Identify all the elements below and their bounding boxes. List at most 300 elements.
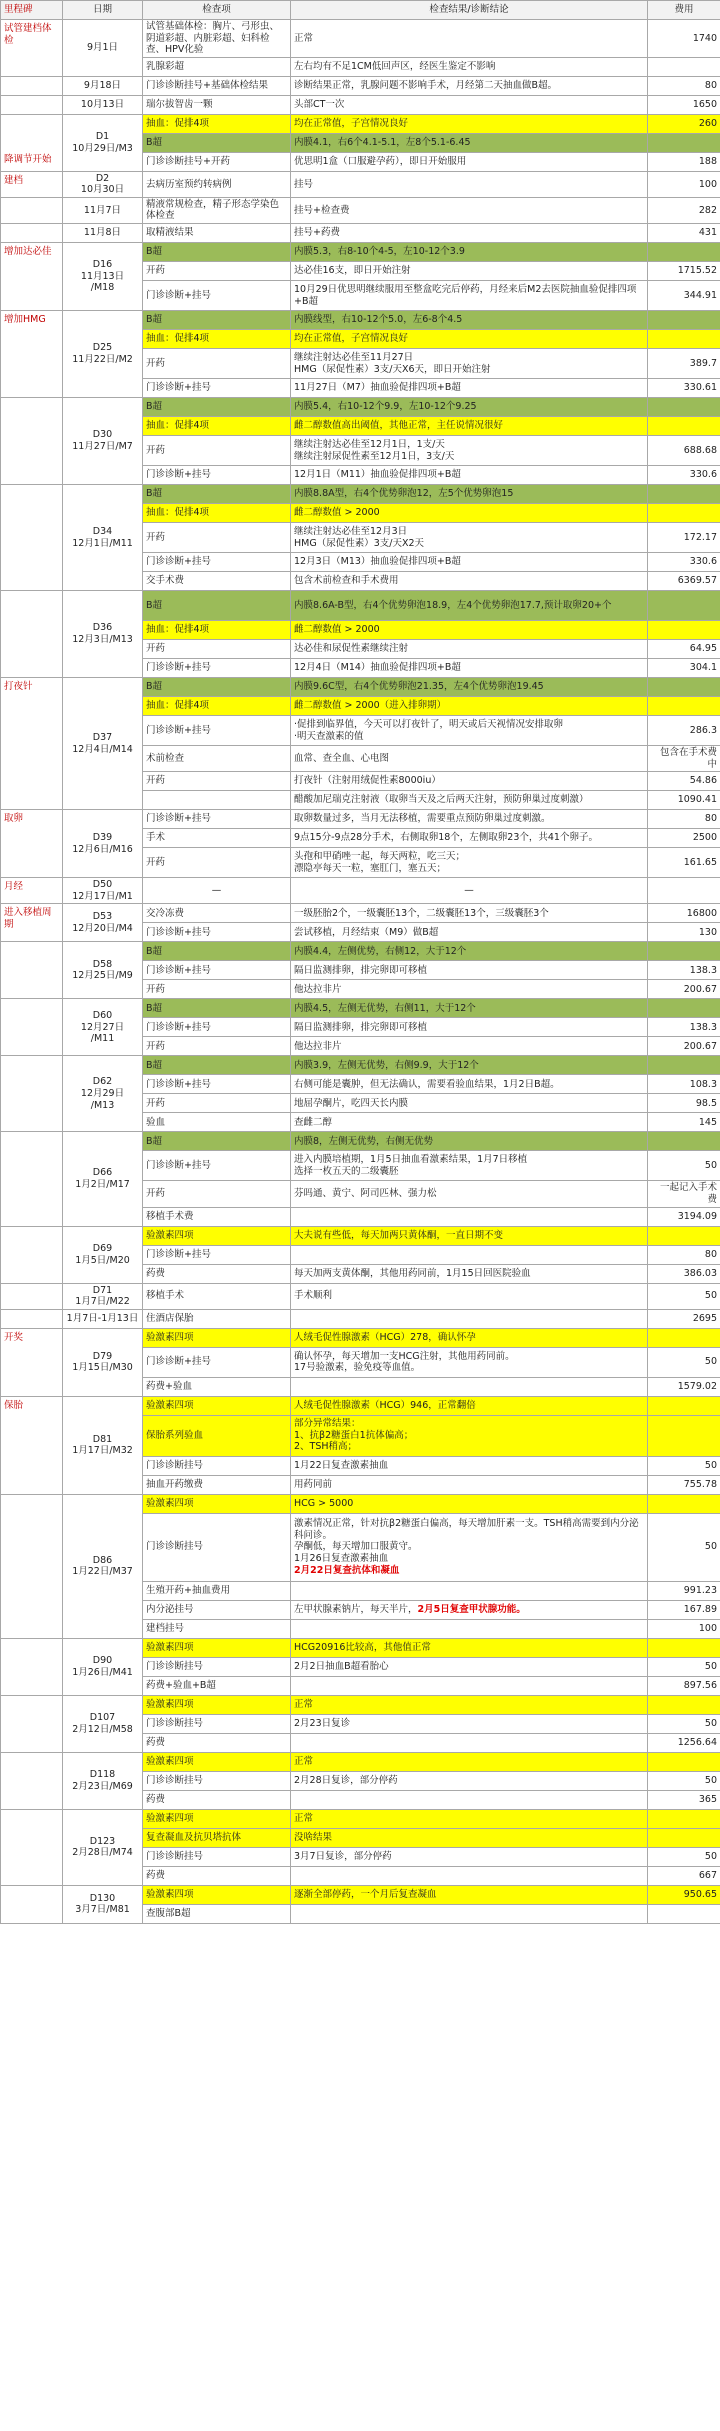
result-cell (291, 1396, 648, 1415)
item-cell: 生殖开药+抽血费用 (143, 1581, 291, 1600)
result-text: — (464, 884, 474, 896)
fee-cell (648, 1056, 720, 1075)
result-cell (291, 1245, 648, 1264)
fee-cell: 161.65 (648, 848, 720, 878)
result-cell (291, 57, 648, 76)
result-text: 继续注射达必佳至12月1日，1支/天 继续注射尿促性素至12月1日，3支/天 (294, 438, 455, 462)
result-cell (291, 95, 648, 114)
item-cell: B超 (143, 133, 291, 152)
result-text: 查雌二醇 (294, 1116, 333, 1128)
fee-cell: 3194.09 (648, 1207, 720, 1226)
fee-cell (648, 621, 720, 640)
fee-cell (648, 1132, 720, 1151)
header-row (1, 1, 720, 20)
table-row (1, 398, 720, 417)
result-cell (291, 1207, 648, 1226)
table-row (1, 114, 720, 133)
item-cell: B超 (143, 243, 291, 262)
fee-cell (648, 1226, 720, 1245)
fee-cell: 991.23 (648, 1581, 720, 1600)
result-text: 2月2日抽血B超看胎心 (294, 1660, 389, 1672)
result-cell (291, 1475, 648, 1494)
fee-cell (648, 878, 720, 904)
result-cell (291, 553, 648, 572)
item-cell: 保胎系列验血 (143, 1415, 291, 1456)
result-text: 地屈孕酮片，吃四天长内膜 (294, 1097, 409, 1109)
result-cell (291, 1347, 648, 1377)
fee-cell: 100 (648, 171, 720, 197)
table-row (1, 1132, 720, 1151)
result-cell (291, 1415, 648, 1456)
table-row (1, 1309, 720, 1328)
result-text: 正常 (294, 1755, 314, 1767)
result-cell (291, 1513, 648, 1581)
fee-cell: 1740 (648, 20, 720, 58)
result-text: 雌二醇数值 > 2000 (294, 624, 380, 636)
result-text: 9点15分-9点28分手术，右侧取卵18个，左侧取卵23个，共41个卵子。 (294, 832, 598, 844)
result-cell (291, 772, 648, 791)
result-text: 诊断结果正常，乳腺问题不影响手术，月经第二天抽血做B超。 (294, 79, 558, 91)
item-cell: B超 (143, 678, 291, 697)
item-cell: 药费 (143, 1264, 291, 1283)
item-cell: 复查凝血及抗贝塔抗体 (143, 1828, 291, 1847)
result-cell (291, 678, 648, 697)
milestone-cell: 开奖 (1, 1328, 63, 1396)
result-text: 隔日监测排卵，排完卵即可移植 (294, 1021, 428, 1033)
fee-cell: 50 (648, 1847, 720, 1866)
item-cell: 取精液结果 (143, 224, 291, 243)
table-row (1, 810, 720, 829)
milestone-cell (1, 95, 63, 114)
result-text: 用药同前 (294, 1478, 333, 1490)
fee-cell: 330.6 (648, 466, 720, 485)
item-cell: 门诊诊断+挂号 (143, 281, 291, 311)
result-text: 10月29日优思明继续服用至整盒吃完后停药，月经来后M2去医院抽血验促排四项+B超 (294, 283, 637, 307)
result-text: 均在正常值，子宫情况良好 (294, 333, 409, 345)
fee-cell: 1579.02 (648, 1377, 720, 1396)
fee-cell: 2695 (648, 1309, 720, 1328)
table-row (1, 999, 720, 1018)
result-cell (291, 716, 648, 746)
fee-cell (648, 504, 720, 523)
table-row (1, 224, 720, 243)
result-cell (291, 1377, 648, 1396)
fee-cell: 50 (648, 1771, 720, 1790)
item-cell: 门诊诊断+挂号 (143, 1075, 291, 1094)
result-text: 12月1日（M11）抽血验促排四项+B超 (294, 469, 461, 481)
item-cell: 门诊诊断挂号+基础体检结果 (143, 76, 291, 95)
item-cell: 抽血：促排4项 (143, 621, 291, 640)
fee-cell: 365 (648, 1790, 720, 1809)
item-cell: 药费+验血+B超 (143, 1676, 291, 1695)
fee-cell: 108.3 (648, 1075, 720, 1094)
milestone-cell (1, 942, 63, 999)
fee-cell (648, 330, 720, 349)
milestone-cell (1, 224, 63, 243)
date-cell: D58 12月25日/M9 (63, 942, 143, 999)
result-cell (291, 1771, 648, 1790)
result-cell (291, 1752, 648, 1771)
result-cell (291, 659, 648, 678)
result-cell (291, 197, 648, 223)
date-cell: D130 3月7日/M81 (63, 1885, 143, 1923)
fee-cell: 688.68 (648, 436, 720, 466)
fee-cell: 755.78 (648, 1475, 720, 1494)
result-text: 继续注射达必佳至11月27日 HMG（尿促性素）3支/天X6天，即日开始注射 (294, 351, 491, 375)
item-cell: 抽血：促排4项 (143, 504, 291, 523)
result-cell (291, 436, 648, 466)
result-text: 确认怀孕，每天增加一支HCG注射，其他用药同前。 17号验激素，验免疫等血值。 (294, 1350, 515, 1374)
result-cell (291, 1056, 648, 1075)
fee-cell: 130 (648, 923, 720, 942)
result-cell (291, 923, 648, 942)
date-cell: D81 1月17日/M32 (63, 1396, 143, 1494)
table-row (1, 1638, 720, 1657)
result-cell (291, 281, 648, 311)
table-row (1, 1396, 720, 1415)
result-text: 内膜8，左侧无优势，右侧无优势 (294, 1135, 434, 1147)
item-cell: 开药 (143, 848, 291, 878)
result-text: 右侧可能是囊肿，但无法确认，需要看验血结果，1月2日B超。 (294, 1078, 560, 1090)
result-cell (291, 76, 648, 95)
header-milestone: 里程碑 (1, 1, 63, 20)
result-text: 雌二醇数值 > 2000 (294, 507, 380, 519)
result-text: 内膜4.4，左侧优势，右侧12，大于12个 (294, 945, 467, 957)
table-row (1, 76, 720, 95)
result-text: 达必佳和尿促性素继续注射 (294, 643, 409, 655)
result-cell (291, 848, 648, 878)
milestone-cell: 试管建档体检 (1, 20, 63, 77)
milestone-cell (1, 1638, 63, 1695)
item-cell: 开药 (143, 640, 291, 659)
result-cell (291, 330, 648, 349)
fee-cell: 897.56 (648, 1676, 720, 1695)
item-cell: 门诊诊断+挂号 (143, 961, 291, 980)
result-text: 2月23日复诊 (294, 1717, 351, 1729)
result-cell (291, 942, 648, 961)
item-cell: 抽血：促排4项 (143, 114, 291, 133)
table-row (1, 1226, 720, 1245)
milestone-cell: 增加HMG (1, 311, 63, 398)
result-cell (291, 1847, 648, 1866)
fee-cell: 1090.41 (648, 791, 720, 810)
table-row (1, 1752, 720, 1771)
date-cell: D71 1月7日/M22 (63, 1283, 143, 1309)
fee-cell (648, 1695, 720, 1714)
milestone-cell: 月经 (1, 878, 63, 904)
fee-cell (648, 311, 720, 330)
milestone-cell (1, 485, 63, 591)
item-cell: 开药 (143, 1094, 291, 1113)
milestone-cell (1, 1752, 63, 1809)
result-cell (291, 1828, 648, 1847)
date-cell: D50 12月17日/M1 (63, 878, 143, 904)
item-cell: 手术 (143, 829, 291, 848)
result-text: 他达拉非片 (294, 983, 342, 995)
date-cell: D79 1月15日/M30 (63, 1328, 143, 1396)
table-row (1, 485, 720, 504)
date-cell: D36 12月3日/M13 (63, 591, 143, 678)
date-cell: D107 2月12日/M58 (63, 1695, 143, 1752)
result-text: 他达拉非片 (294, 1040, 342, 1052)
date-cell: D123 2月28日/M74 (63, 1809, 143, 1885)
date-cell: D66 1月2日/M17 (63, 1132, 143, 1226)
result-cell (291, 1733, 648, 1752)
result-text: 雌二醇数值高出阈值，其他正常，主任说情况很好 (294, 420, 504, 432)
table-row (1, 878, 720, 904)
item-cell: 药费 (143, 1733, 291, 1752)
fee-cell (648, 678, 720, 697)
item-cell: 抽血：促排4项 (143, 330, 291, 349)
item-cell: B超 (143, 999, 291, 1018)
fee-cell (648, 1494, 720, 1513)
result-text: 尝试移植，月经结束（M9）做B超 (294, 926, 439, 938)
date-cell: D118 2月23日/M69 (63, 1752, 143, 1809)
fee-cell: 145 (648, 1113, 720, 1132)
table-row (1, 1695, 720, 1714)
result-text: 1月22日复查激素抽血 (294, 1459, 389, 1471)
result-text: 雌二醇数值 > 2000（进入排卵期） (294, 700, 447, 712)
milestone-cell (1, 114, 63, 171)
table-body (1, 20, 720, 1924)
result-cell (291, 1600, 648, 1619)
fee-cell: 1256.64 (648, 1733, 720, 1752)
result-cell (291, 1264, 648, 1283)
result-text: ·促排到临界值，今天可以打夜针了，明天或后天视情况安排取卵 ·明天查激素的值 (294, 718, 564, 742)
result-cell (291, 466, 648, 485)
result-cell (291, 1657, 648, 1676)
milestone-cell: 打夜针 (1, 678, 63, 810)
item-cell: 瑞尔拔智齿一颗 (143, 95, 291, 114)
result-cell (291, 1037, 648, 1056)
result-text: 12月3日（M13）抽血验促排四项+B超 (294, 556, 461, 568)
table-row (1, 1056, 720, 1075)
result-text: 头孢和甲硝唑一起，每天两粒，吃三天； 漂隐亭每天一粒，塞肛门，塞五天； (294, 851, 466, 874)
result-text: 打夜针（注射用绒促性素8000iu） (294, 775, 441, 787)
result-text: 内膜5.4，右10-12个9.9，左10-12个9.25 (294, 401, 477, 413)
table-row (1, 1885, 720, 1904)
result-cell (291, 791, 648, 810)
milestone-cell (1, 1309, 63, 1328)
item-cell: 门诊诊断+挂号 (143, 1018, 291, 1037)
date-cell: 9月1日 (63, 20, 143, 77)
result-text: 内膜4.1，右6个4.1-5.1，左8个5.1-6.45 (294, 136, 471, 148)
fee-cell: 50 (648, 1456, 720, 1475)
item-cell: 住酒店保胎 (143, 1309, 291, 1328)
result-cell (291, 621, 648, 640)
fee-cell: 80 (648, 1245, 720, 1264)
fee-cell: 98.5 (648, 1094, 720, 1113)
fee-cell: 54.86 (648, 772, 720, 791)
result-text: 人绒毛促性腺激素（HCG）946，正常翻倍 (294, 1399, 476, 1411)
header-item: 检查项 (143, 1, 291, 20)
fee-cell: 50 (648, 1657, 720, 1676)
result-cell (291, 1226, 648, 1245)
date-cell: 10月13日 (63, 95, 143, 114)
item-cell: 内分泌挂号 (143, 1600, 291, 1619)
fee-cell: 304.1 (648, 659, 720, 678)
result-cell (291, 171, 648, 197)
table-row (1, 1494, 720, 1513)
result-text: 头部CT一次 (294, 98, 345, 110)
date-cell: 1月7日-1月13日 (63, 1309, 143, 1328)
result-text: 血常、查全血、心电图 (294, 752, 390, 764)
milestone-cell (1, 76, 63, 95)
item-cell: 移植手术费 (143, 1207, 291, 1226)
result-cell (291, 349, 648, 379)
fee-cell: 包含在手术费中 (648, 746, 720, 772)
result-text: 每天加两支黄体酮，其他用药同前，1月15日回医院验血 (294, 1267, 531, 1279)
fee-cell: 286.3 (648, 716, 720, 746)
result-cell (291, 398, 648, 417)
result-cell (291, 961, 648, 980)
result-text: 内膜8.6A-B型，右4个优势卵泡18.9，左4个优势卵泡17.7,预计取卵20+个 (294, 599, 612, 611)
fee-cell: 1650 (648, 95, 720, 114)
item-cell (143, 791, 291, 810)
item-cell: 门诊诊断挂号 (143, 1657, 291, 1676)
result-cell (291, 20, 648, 58)
item-cell: 门诊诊断+挂号 (143, 923, 291, 942)
date-cell: D86 1月22日/M37 (63, 1494, 143, 1638)
result-text: 包含术前检查和手术费用 (294, 575, 399, 587)
date-cell: 11月8日 (63, 224, 143, 243)
item-cell: 抽血：促排4项 (143, 697, 291, 716)
result-cell (291, 1151, 648, 1181)
milestone-marker: 降调节开始 (4, 153, 52, 165)
item-cell: 门诊诊断挂号 (143, 1714, 291, 1733)
result-text: 挂号 (294, 178, 314, 190)
item-cell: 开药 (143, 523, 291, 553)
result-text: 达必佳16支，即日开始注射 (294, 265, 411, 277)
item-cell: 抽血：促排4项 (143, 417, 291, 436)
fee-cell: 一起记入手术费 (648, 1181, 720, 1207)
table-row (1, 20, 720, 58)
fee-cell: 50 (648, 1513, 720, 1581)
milestone-cell (1, 1132, 63, 1226)
result-cell (291, 1456, 648, 1475)
result-cell (291, 1181, 648, 1207)
item-cell: 验血 (143, 1113, 291, 1132)
result-text: 正常 (294, 1698, 314, 1710)
result-cell (291, 999, 648, 1018)
item-cell: 门诊诊断挂号 (143, 1847, 291, 1866)
item-cell: 门诊诊断+挂号 (143, 810, 291, 829)
result-text: 取卵数量过多，当月无法移植，需要重点预防卵巢过度刺激。 (294, 813, 551, 825)
result-cell (291, 1866, 648, 1885)
fee-cell (648, 942, 720, 961)
fee-cell (648, 133, 720, 152)
fee-cell: 344.91 (648, 281, 720, 311)
item-cell: 药费 (143, 1790, 291, 1809)
header-date: 日期 (63, 1, 143, 20)
result-cell (291, 262, 648, 281)
fee-cell: 282 (648, 197, 720, 223)
date-cell: D37 12月4日/M14 (63, 678, 143, 810)
result-text: 左右均有不足1CM低回声区，经医生鉴定不影响 (294, 60, 496, 72)
result-cell (291, 523, 648, 553)
table-row (1, 1283, 720, 1309)
item-cell: 验激素四项 (143, 1638, 291, 1657)
result-cell (291, 1809, 648, 1828)
table-row (1, 1809, 720, 1828)
date-cell: D39 12月6日/M16 (63, 810, 143, 878)
date-cell: D69 1月5日/M20 (63, 1226, 143, 1283)
table-row (1, 678, 720, 697)
result-warning: 2月22日复查抗体和凝血 (294, 1564, 400, 1576)
milestone-cell: 取卵 (1, 810, 63, 878)
date-cell: D25 11月22日/M2 (63, 311, 143, 398)
item-cell: 开药 (143, 1037, 291, 1056)
result-text: HCG20916比较高，其他值正常 (294, 1641, 431, 1653)
fee-cell (648, 591, 720, 621)
fee-cell: 138.3 (648, 961, 720, 980)
item-cell: B超 (143, 398, 291, 417)
item-cell: 验激素四项 (143, 1328, 291, 1347)
result-cell (291, 417, 648, 436)
item-cell: 门诊诊断+挂号 (143, 659, 291, 678)
result-cell (291, 746, 648, 772)
result-text: 继续注射达必佳至12月3日 HMG（尿促性素）3支/天X2天 (294, 525, 424, 549)
item-cell: 验激素四项 (143, 1695, 291, 1714)
fee-cell: 389.7 (648, 349, 720, 379)
item-cell: 乳腺彩超 (143, 57, 291, 76)
item-cell: 门诊诊断+挂号 (143, 553, 291, 572)
result-cell (291, 1132, 648, 1151)
item-cell: 交冷冻费 (143, 904, 291, 923)
item-cell: 门诊诊断+挂号 (143, 379, 291, 398)
item-cell: 精液常规检查，精子形态学染色体检查 (143, 197, 291, 223)
item-cell: 去病历室预约转病例 (143, 171, 291, 197)
result-cell (291, 640, 648, 659)
result-text: 逐渐全部停药，一个月后复查凝血 (294, 1888, 437, 1900)
fee-cell (648, 485, 720, 504)
result-cell (291, 1638, 648, 1657)
result-cell (291, 1904, 648, 1923)
item-cell: 门诊诊断挂号 (143, 1771, 291, 1790)
date-cell: D2 10月30日 (63, 171, 143, 197)
result-cell (291, 878, 648, 904)
result-cell (291, 114, 648, 133)
fee-cell: 200.67 (648, 980, 720, 999)
result-text: 12月4日（M14）抽血验促排四项+B超 (294, 662, 461, 674)
result-cell (291, 1695, 648, 1714)
item-cell: 验激素四项 (143, 1809, 291, 1828)
item-cell: B超 (143, 591, 291, 621)
fee-cell (648, 697, 720, 716)
fee-cell: 80 (648, 810, 720, 829)
result-cell (291, 379, 648, 398)
item-cell: 术前检查 (143, 746, 291, 772)
fee-cell: 80 (648, 76, 720, 95)
result-text: 左甲状腺素钠片，每天半片， (294, 1603, 418, 1615)
result-text: 醋酸加尼瑞克注射液（取卵当天及之后两天注射，预防卵巢过度刺激） (294, 794, 589, 806)
item-cell: B超 (143, 942, 291, 961)
result-cell (291, 1619, 648, 1638)
item-cell: 门诊诊断+挂号 (143, 466, 291, 485)
result-text: 一级胚胎2个，一级囊胚13个，二级囊胚13个，三级囊胚3个 (294, 907, 549, 919)
milestone-cell: 增加达必佳 (1, 243, 63, 311)
result-text: 内膜3.9，左侧无优势，右侧9.9，大于12个 (294, 1059, 479, 1071)
fee-cell: 50 (648, 1283, 720, 1309)
milestone-cell: 进入移植周期 (1, 904, 63, 942)
fee-cell: 64.95 (648, 640, 720, 659)
result-cell (291, 1309, 648, 1328)
item-cell: 药费+验血 (143, 1377, 291, 1396)
item-cell: 抽血开药缴费 (143, 1475, 291, 1494)
item-cell: 开药 (143, 772, 291, 791)
table-row (1, 243, 720, 262)
result-text: 激素情况正常，针对抗β2糖蛋白偏高，每天增加肝素一支。TSH稍高需要到内分泌科问诊。 孕酮低，每天增加口服黄守。 1月26日复查激素抽血 (294, 1518, 639, 1564)
